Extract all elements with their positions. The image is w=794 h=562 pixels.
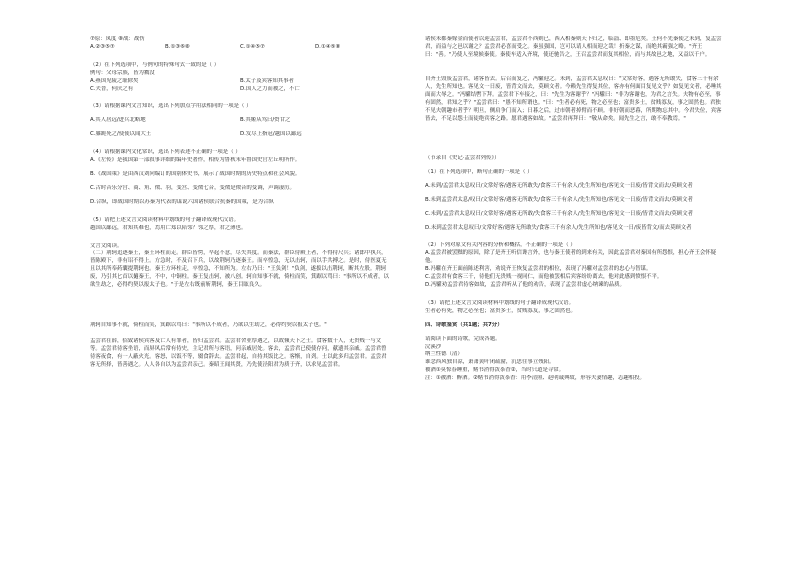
passage-paragraph: 荆轲自知事不就，倚柱而笑，箕踞以骂曰："事所以不成者，乃欲以生劫之，必得约契以报太子也。" bbox=[90, 322, 327, 329]
poem-intro: 请阅读下面的诗歌，完成各题。 bbox=[425, 335, 501, 342]
passage-paragraph: 孟尝君在薛，招致诸侯宾客及亡人有罪者，皆归孟尝君。孟尝君舍业厚遇之，以故倾天下之士。食客数千人，无贵贱一与文等。孟尝君待客坐语，而屏风后常有侍史，主记君所与客语，问亲戚居处。客去，孟尝君已使使存问，献遗其亲戚。孟尝君曾待客夜食，有一人蔽火光。客怒，以饭不等，辍食辞去。孟尝君起，自持其饭比之。客惭，自刭。士以此多归孟尝君。孟尝君客无所择，皆善遇之。人人各自以为孟尝君亲己。秦昭王闻其贤，乃先使泾阳君为质于齐，以求见孟尝君。 bbox=[90, 338, 387, 369]
option-row bbox=[90, 117, 390, 125]
option-b[interactable]: B.《战国策》是由西汉刘向编订的国别体史书，展示了战国时期的历史特点和社会风貌。 bbox=[90, 170, 301, 177]
option-a[interactable]: A.《左传》是我国第一部叙事详细的编年史著作，相传为鲁秋末年鲁国史官左丘明所作。 bbox=[90, 157, 301, 164]
option-b[interactable]: B.太子及宾客知其事者 bbox=[240, 77, 294, 84]
question-stem: （3）请根据课内文言知识，选出下列加点字用法相同的一项是（ ） bbox=[90, 103, 252, 110]
option-c[interactable]: C.古时音乐分宫、商、角、徵、羽，变宫、变徵七音，变徵是徵音的变调，声调凄厉。 bbox=[90, 184, 295, 191]
option-d[interactable]: D.①④⑤⑧ bbox=[315, 43, 341, 50]
right-column bbox=[425, 36, 725, 383]
example-sentence: 例句：父母宗族，皆为戮没 bbox=[90, 69, 155, 76]
option-row bbox=[90, 78, 390, 86]
question-stem: （2）在下列选项中，与例句的特殊句式一致的是（ ） bbox=[90, 61, 220, 68]
question-stem: （1）在下列选项中，断句正确的一项是（ ） bbox=[425, 168, 533, 175]
translation-sentence: 生者必有死，物之必至也；富贵多士，贫贱寡友，事之固然也。 bbox=[425, 307, 576, 314]
passage-paragraph: （二）荆轲追逐秦王，秦王环柱而走。群臣皆愕，卒起不意，尽失其度。而秦法，群臣侍殿上者，不得持尺兵；诸郎中执兵，皆陈殿下，非有诏不得上。方急时，不及召下兵，以故荆轲乃逐秦王。而卒惶急，无以击轲，而以手共搏之。是时，侍医夏无且以其所奉药囊提荆轲也。秦王方环柱走，卒惶急，不知所为。左右乃曰："王负剑！"负剑，遂拔以击荆轲，断其左股。荆轲废，乃引其匕首以擿秦王，不中，中铜柱。秦王复击轲，被八创。轲自知事不就，倚柱而笑，箕踞以骂曰："事所以不成者，以欲生劫之，必得约契以报太子也。"于是左右既前斩荆轲，秦王目眩良久。 bbox=[90, 250, 389, 289]
option-d[interactable]: D.发尽上指冠/越国以鄙远 bbox=[240, 131, 302, 138]
option-a[interactable]: A.未到/孟尝君太息叹曰/文常好客/遇客无所敢失/食客三千有余人/先生所知也/客见文一日废/皆背文而去/莫顾文者 bbox=[425, 182, 693, 189]
poem-line: 谁念西风独自凉，萧萧黄叶闭疏窗，沉思往事立残阳。 bbox=[425, 359, 555, 366]
option-b[interactable]: B.未到孟尝君太息/叹曰/文常好客/遇客无所敢失/食客三千有余人/先生所知也/客见文一日废/皆背文而去/莫顾文者 bbox=[425, 196, 693, 203]
passage-paragraph: 自齐王毁废孟尝君，诸客皆去。后召而复之，冯驩迎之。未到，孟尝君太息叹曰："文常好客，遇客无所敢失，食客三千有余人，先生所知也。客见文一日废，皆背文而去，莫顾文者。今赖先生得复其位，客亦有何面目复见文乎？如复见文者，必唾其面而大辱之。"冯驩结辔下拜。孟尝君下车接之，曰："先生为客谢乎？"冯驩曰："非为客谢也，为君之言失。夫物有必至，事有固然，君知之乎？"孟尝君曰："愚不知所谓也。"曰："生者必有死，物之必至也；富贵多士，贫贱寡友，事之固然也。君独不见夫朝趣市者乎？明旦，侧肩争门而入；日暮之后，过市朝者掉臂而不顾。非好朝而恶暮，所期物忘其中。今君失位，宾客皆去，不足以怨士而徒绝宾客之路。愿君遇客如故。"孟尝君再拜曰："敬从命矣。闻先生之言，敢不奉教焉。" bbox=[425, 76, 722, 122]
source-note: （节录自《史记·孟尝君列传》） bbox=[425, 155, 500, 161]
section-heading: 四、诗歌鉴赏（共1题；共7分） bbox=[425, 321, 503, 328]
option-c[interactable]: C.夫晋，何厌之有 bbox=[90, 85, 134, 92]
option-c[interactable]: C.膝跪死之/使使以闻大王 bbox=[90, 131, 152, 138]
option-c[interactable]: C.未到/孟尝君太息叹曰/文常好客/遇客无所敢/失食客三千有余人/先生所知也/客见文一日废/皆背文而去/莫顾文者 bbox=[425, 210, 693, 217]
reading-title: 文言文阅读。 bbox=[90, 242, 123, 249]
poem-note: 注：①被酒：醉酒。②赌书消得泼茶香：用李清照、赵明诚典故，形容夫妻情趣，志趣相投。 bbox=[425, 375, 645, 382]
option-a[interactable]: A.其人居远/进兵北略地 bbox=[90, 117, 146, 124]
poem-line: 被酒①莫惊春睡重，赌书消得泼茶香②，当时只道是寻常。 bbox=[425, 367, 565, 374]
option-c[interactable]: C.①④⑤⑦ bbox=[240, 43, 265, 50]
choice-line: ⑦原：凤度 ⑧战：战伤 bbox=[90, 36, 145, 42]
option-d[interactable]: D.未到孟尝君太息叹曰/文常好客/遇客无所敢失/食客三千有余人/先生所知也/客见文一日/废皆背文/而去莫顾文者 bbox=[425, 224, 692, 231]
option-row bbox=[90, 131, 390, 139]
option-b[interactable]: B.冯驩在齐王面前陈述利害，劝说齐王恢复孟尝君的相位，表现了冯驩对孟尝君的忠心与智谋。 bbox=[425, 266, 652, 273]
option-d[interactable]: D.冯驩劝孟尝君待客如故，孟尝君听从了他的劝告，表现了孟尝君虚心纳谏的品质。 bbox=[425, 281, 625, 288]
option-b[interactable]: B.①③⑥⑧ bbox=[165, 43, 190, 50]
option-a[interactable]: A.②③⑤⑦ bbox=[90, 43, 115, 50]
option-d[interactable]: D.合纵，即战国时期以苏秦为代表的谋说六国诸侯联合抗秦的国策，是为合纵 bbox=[90, 198, 274, 205]
option-c[interactable]: C.孟尝君有食客三千，待他们无贵贱一视同仁，而他被罢相后宾客纷纷离去，他对此感到愤恨不平。 bbox=[425, 274, 663, 281]
poem-title: 浣溪沙 bbox=[425, 343, 442, 350]
option-a[interactable]: A.孟尝君被罢黜的原因，除了是齐王听信谗言外，也与秦王使者的到来有关，因此孟尝君对秦国有所怨恨，担心齐王会怀疑他。 bbox=[425, 250, 717, 265]
option-a[interactable]: A.燕国见陵之耻除矣 bbox=[90, 77, 139, 84]
option-row bbox=[90, 44, 390, 52]
question-stem: （3）请把上述文言文阅读材料中划线的句子翻译成现代汉语。 bbox=[425, 299, 574, 306]
left-column bbox=[90, 36, 390, 402]
question-stem: （4）请根据课内文化常识，选出下列表述不正确的一项是（ ） bbox=[90, 149, 241, 156]
passage-paragraph: 诸侯未都秦嫁金而使者以迎孟尝君，孟尝君不西则已，西入相秦则天下归之，临淄、即墨危矣。王何不先秦使之未到，复孟尝君，而益与之邑以谢之？孟尝君必喜而受之。秦虽强国，岂可以请人相而迎之哉！折秦之谋，而绝其霸强之略。"齐王曰："善。"乃使人至境候秦使。秦使车适入齐境，使还驰告之，王召孟尝君而复其相位，而与其故邑之地，又益以千户。 bbox=[425, 36, 722, 58]
question-stem: （2）下列对原文有关内容的分析和概括，不正确的一项是（ ） bbox=[425, 242, 576, 249]
poem-author: 纳兰性德（清） bbox=[425, 351, 463, 358]
question-stem: （5）请把上述文言文阅读材料中划线的句子翻译成现代汉语。 bbox=[90, 216, 239, 223]
option-d[interactable]: D.国人之力而被之，不亡 bbox=[240, 85, 300, 92]
option-row bbox=[90, 86, 390, 94]
translation-sentence: 越国以鄙远，君知其难也，焉用亡郑以陪邻？邻之厚，君之薄也。 bbox=[90, 224, 247, 231]
option-b[interactable]: B.其姬从骂曰/赍甘之 bbox=[240, 117, 291, 124]
